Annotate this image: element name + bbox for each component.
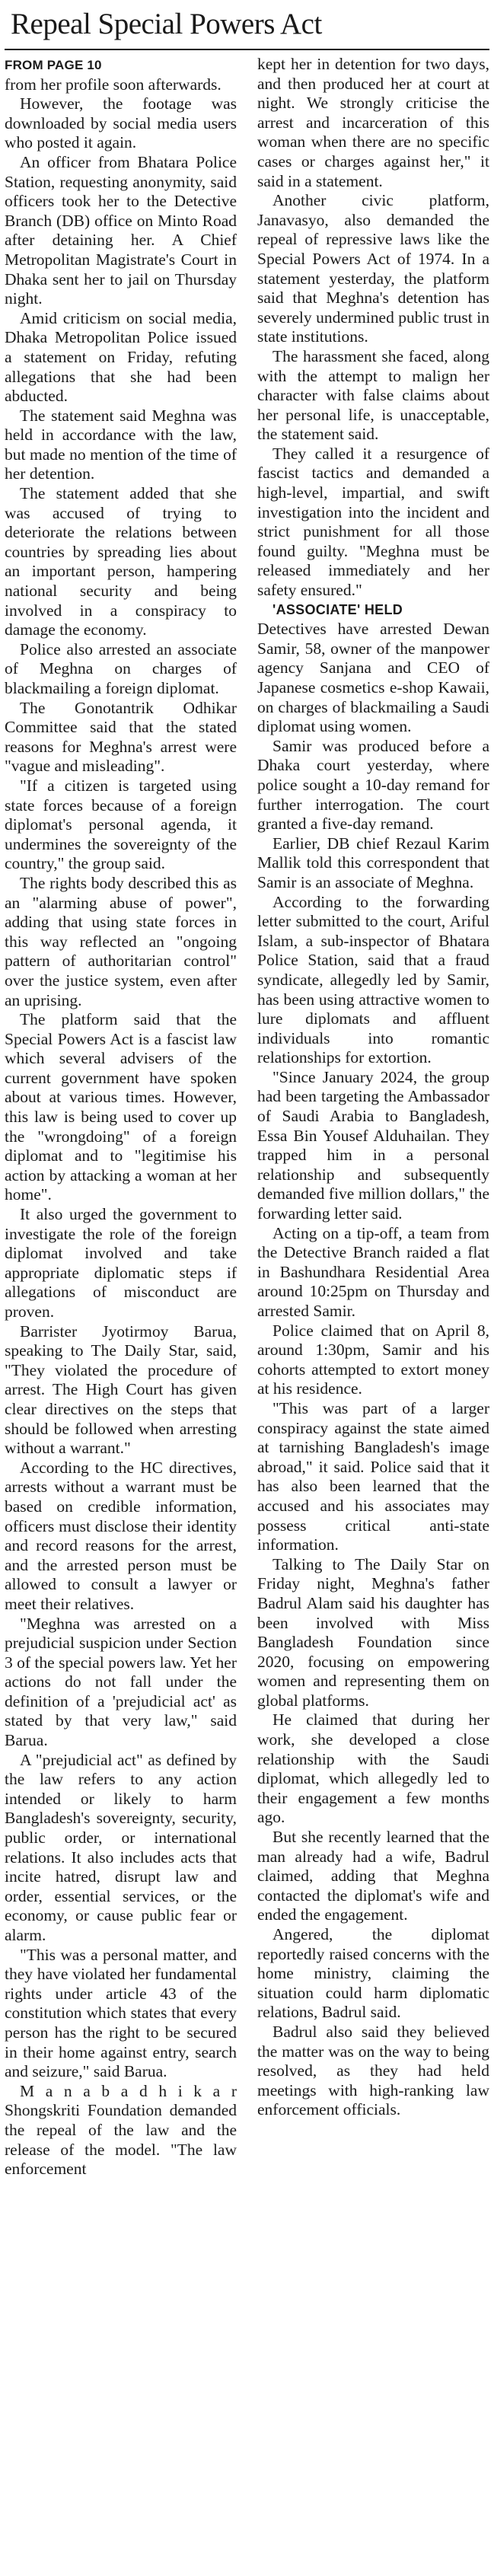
paragraph: It also urged the government to investigate the role of the foreign diplomat involved and take appropriate diplomatic steps if allegations of misconduct are proven. — [5, 1205, 237, 1321]
paragraph: kept her in detention for two days, and then produced her at court at night. We strongly criticise the arrest and incarceration of this woman when there are no specific cases or charges against her," it said in a statement. — [257, 55, 489, 190]
paragraph: Detectives have arrested Dewan Samir, 58, owner of the manpower agency Sanjana and CEO of Japanese cosmetics e-shop Kawaii, on charges of blackmailing a Saudi diplomat using women. — [257, 620, 489, 736]
dateline-paragraph — [5, 55, 237, 94]
paragraph: Another civic platform, Janavasyo, also demanded the repeal of repressive laws like the Special Powers Act of 1974. In a statement yesterday, the platform said that Meghna's detention has severely undermined public trust in state institutions. — [257, 191, 489, 346]
paragraph: Police also arrested an associate of Meghna on charges of blackmailing a foreign diplomat. — [5, 639, 237, 697]
paragraph: Acting on a tip-off, a team from the Detective Branch raided a flat in Bashundhara Residential Area around 10:25pm on Thursday and arrested Samir. — [257, 1223, 489, 1320]
paragraph: According to the forwarding letter submitted to the court, Ariful Islam, a sub-inspector of Bhatara Police Station, said that a fraud syndicate, allegedly led by Samir, has been using attractive women to lure diplomats and affluent individuals into romantic relationships for extortion. — [257, 892, 489, 1067]
lead-text: from her profile soon afterwards. — [5, 75, 222, 94]
paragraph: Talking to The Daily Star on Friday night, Meghna's father Badrul Alam said his daughter has been involved with Miss Bangladesh Foundation since 2020, focusing on empowering women and representing them on global platforms. — [257, 1554, 489, 1710]
dateline: FROM PAGE 10 — [5, 58, 102, 72]
paragraph: Barrister Jyotirmoy Barua, speaking to The Daily Star, said, "They violated the procedure of arrest. The High Court has given clear directives on the steps that should be followed when arresting without a warrant." — [5, 1321, 237, 1458]
paragraph: The harassment she faced, along with the attempt to malign her character with false claims about her personal life, is unacceptable, the statement said. — [257, 346, 489, 444]
paragraph: However, the footage was downloaded by social media users who posted it again. — [5, 94, 237, 152]
paragraph: A "prejudicial act" as defined by the law refers to any action intended or likely to harm Bangladesh's sovereignty, security, public order, or international relations. It also includes acts that incite hatred, disrupt law and order, essential services, or the economy, or cause public fear or alarm. — [5, 1750, 237, 1944]
paragraph: Samir was produced before a Dhaka court yesterday, where police sought a 10-day remand for further interrogation. The court granted a five-day remand. — [257, 736, 489, 834]
paragraph: According to the HC directives, arrests without a warrant must be based on credible information, officers must disclose their identity and record reasons for the arrest, and the arrested person must be allowed to consult a lawyer or meet their relatives. — [5, 1458, 237, 1613]
subhead: 'ASSOCIATE' HELD — [272, 601, 403, 617]
paragraph: Badrul also said they believed the matter was on the way to being resolved, as they had held meetings with high-ranking law enforcement officials. — [257, 2022, 489, 2119]
paragraph: He claimed that during her work, she developed a close relationship with the Saudi diplomat, which allegedly led to their engagement a few months ago. — [257, 1710, 489, 1827]
paragraph: "If a citizen is targeted using state forces because of a foreign diplomat's personal agenda, it undermines the sovereignty of the country," the group said. — [5, 776, 237, 873]
headline-rule — [5, 49, 489, 50]
paragraph-group — [257, 191, 489, 600]
paragraph: "Since January 2024, the group had been targeting the Ambassador of Saudi Arabia to Bangladesh, Essa Bin Yousef Alduhailan. They trapped him in a personal relationship and subsequently demanded five million dollars," the forwarding letter said. — [257, 1067, 489, 1223]
paragraph: Earlier, DB chief Rezaul Karim Mallik told this correspondent that Samir is an associate of Meghna. — [257, 834, 489, 891]
headline: Repeal Special Powers Act — [11, 8, 322, 40]
paragraph: An officer from Bhatara Police Station, requesting anonymity, said officers took her to the Detective Branch (DB) office on Minto Road after detaining her. A Chief Metropolitan Magistrate's Court in Dhaka sent her to jail on Thursday night. — [5, 152, 237, 308]
paragraph-group — [257, 737, 489, 2120]
paragraph: They called it a resurgence of fascist tactics and demanded a high-level, impartial, and swift investigation into the incident and strict punishment for all those found guilty. "Meghna must be released immediately and her safety ensured." — [257, 444, 489, 600]
paragraph: Police claimed that on April 8, around 1:30pm, Samir and his cohorts attempted to extort money at his residence. — [257, 1321, 489, 1398]
paragraph: "Meghna was arrested on a prejudicial suspicion under Section 3 of the special powers law. Yet her actions do not fall under the definition of a 'prejudicial act' as stated by that very law," said Barua. — [5, 1614, 237, 1750]
paragraph: The platform said that the Special Powers Act is a fascist law which several advisers of the current government have spoken about at various times. However, this law is being used to cover up the "wrongdoing" of a foreign diplomat and to "legitimise his action by attacking a woman at her home". — [5, 1010, 237, 1204]
paragraph: "This was a personal matter, and they have violated her fundamental rights under article 43 of the constitution which states that every person has the right to be secured in their home against entry, search and seizure," said Barua. — [5, 1945, 237, 2081]
paragraph: But she recently learned that the man already had a wife, Badrul claimed, adding that Meghna contacted the diplomat's wife and ended the engagement. — [257, 1828, 489, 1924]
paragraph: "This was part of a larger conspiracy against the state aimed at tarnishing Bangladesh's image abroad," it said. Police said that it has also been learned that the accused and his associates may possess critical anti-state information. — [257, 1398, 489, 1554]
paragraph: The Gonotantrik Odhikar Committee said that the stated reasons for Meghna's arrest were "vague and misleading". — [5, 698, 237, 776]
paragraph: Amid criticism on social media, Dhaka Metropolitan Police issued a statement on Friday, refuting allegations that she had been abducted. — [5, 308, 237, 406]
paragraph: Angered, the diplomat reportedly raised concerns with the home ministry, claiming the situation could harm diplomatic relations, Badrul said. — [257, 1925, 489, 2022]
paragraph: The rights body described this as an "alarming abuse of power", adding that using state forces in this way reflected an "ongoing pattern of authoritarian control" over the justice system, even after an uprising. — [5, 873, 237, 1009]
paragraph: The statement added that she was accused of trying to deteriorate the relations between countries by spreading lies about an important person, hampering national security and being involved in a conspiracy to damage the economy. — [5, 484, 237, 639]
article-body — [5, 55, 489, 2567]
column-left — [5, 55, 237, 2567]
paragraph: M a n a b a d h i k a r Shongskriti Foundation demanded the repeal of the law and the release of the model. "The law enforcement — [5, 2081, 237, 2179]
column-right — [257, 55, 489, 2567]
paragraph: The statement said Meghna was held in accordance with the law, but made no mention of the time of her detention. — [5, 406, 237, 483]
